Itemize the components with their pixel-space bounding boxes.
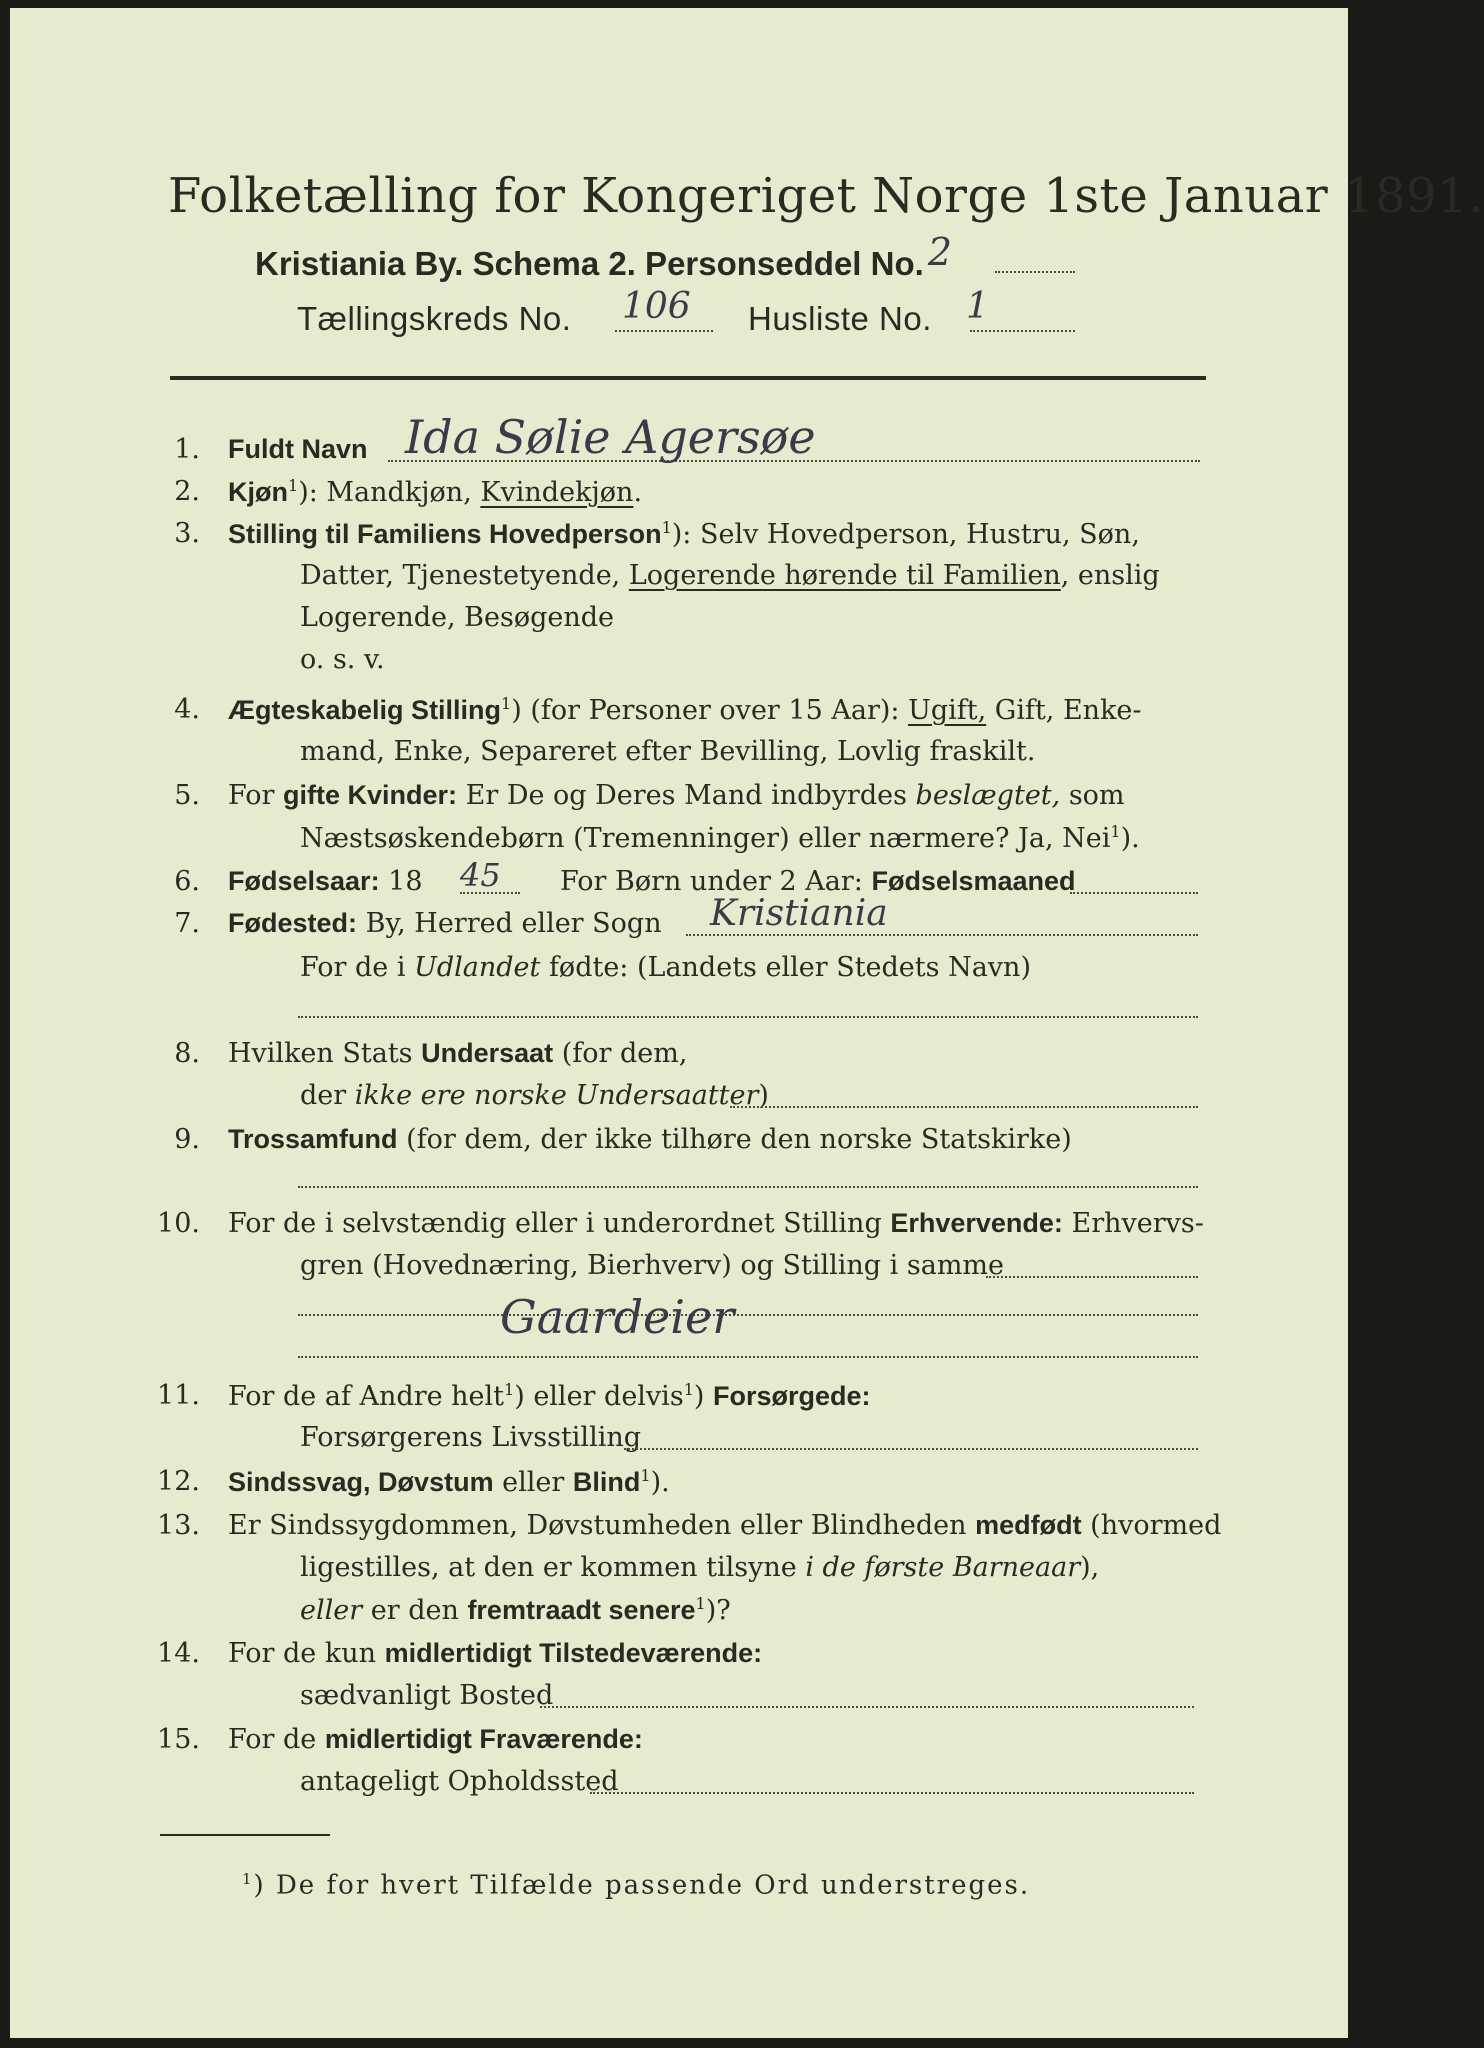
- field-15-line: [590, 1792, 1194, 1794]
- field-3-sup: 1: [661, 518, 672, 537]
- field-12-end: ).: [650, 1467, 670, 1498]
- field-6-year-value: 45: [460, 856, 501, 894]
- field-15-line1-bold: midlertidigt Fraværende:: [324, 1724, 643, 1754]
- field-4-sup: 1: [501, 694, 512, 713]
- field-7-line-1: [228, 908, 662, 939]
- field-2-underlined: Kvindekjøn: [480, 477, 634, 508]
- field-7-line2-italic: Udlandet: [414, 952, 541, 983]
- field-4-label: Ægteskabelig Stilling: [228, 695, 502, 725]
- schema-line-text: Kristiania By. Schema 2. Personseddel No.: [255, 245, 924, 282]
- field-13-line2-a: ligestilles, at den er kommen tilsyne: [300, 1552, 806, 1583]
- schema-line: [255, 230, 952, 284]
- field-10-value: Gaardeier: [500, 1290, 735, 1344]
- kreds-dots: [615, 330, 713, 332]
- field-7-line2-a: For de i: [300, 952, 415, 983]
- field-11-line1-a: For de af Andre helt: [228, 1381, 505, 1412]
- field-12-label: Sindssvag, Døvstum: [228, 1467, 494, 1497]
- field-12-bold2: Blind: [572, 1467, 641, 1497]
- field-9-text: [228, 1124, 1072, 1155]
- field-6-label: Fødselsaar:: [228, 866, 380, 896]
- field-5-line1-b: Er De og Deres Mand indbyrdes: [457, 780, 916, 811]
- field-4-line-1: [228, 694, 1142, 726]
- field-4-line1-end: Gift, Enke-: [986, 695, 1142, 726]
- field-14-line-1: [228, 1638, 762, 1669]
- field-13-number: 13.: [157, 1510, 200, 1541]
- field-10-line1-b: Erhvervs-: [1062, 1208, 1204, 1239]
- field-2-label: Kjøn: [228, 477, 288, 507]
- field-3-line2-a: Datter, Tjenestetyende,: [300, 560, 629, 591]
- field-10-line1-a: For de i selvstændig eller i underordnet Stilling: [228, 1208, 891, 1239]
- field-10-line-b: [298, 1314, 1198, 1316]
- field-8-line2-b: ): [758, 1080, 769, 1111]
- field-12-number: 12.: [157, 1466, 200, 1497]
- personseddel-dots: [995, 271, 1075, 273]
- field-11-number: 11.: [157, 1380, 200, 1411]
- field-8-line2-a: der: [300, 1080, 355, 1111]
- field-7-blank-line: [298, 1016, 1198, 1018]
- field-12-text: [228, 1466, 670, 1498]
- field-7-number: 7.: [174, 908, 200, 939]
- field-7-rest: By, Herred eller Sogn: [357, 908, 662, 939]
- field-6-year-dots: [460, 892, 520, 894]
- field-8-line: [730, 1106, 1198, 1108]
- field-7-line2-b: fødte: (Landets eller Stedets Navn): [540, 952, 1031, 983]
- husliste-dots: [970, 330, 1075, 332]
- census-form-page: [10, 8, 1484, 2038]
- field-9-line: [298, 1186, 1198, 1188]
- field-6-number: 6.: [174, 866, 200, 897]
- field-9-rest: (for dem, der ikke tilhøre den norske Statskirke): [397, 1124, 1072, 1155]
- field-2-number: 2.: [174, 476, 200, 507]
- field-11-line1-c: ): [693, 1381, 713, 1412]
- field-13-line-1: [228, 1510, 1221, 1541]
- field-5-line1-c: som: [1060, 780, 1125, 811]
- field-14-line-2: sædvanligt Bosted: [300, 1680, 554, 1711]
- field-4-underlined: Ugift,: [908, 695, 987, 726]
- field-10-line-a: [986, 1276, 1198, 1278]
- field-8-line1-a: Hvilken Stats: [228, 1038, 422, 1069]
- kreds-label: Tællingskreds No.: [297, 300, 572, 337]
- field-2-rest-a: ): Mandkjøn,: [298, 477, 481, 508]
- field-6-text: [228, 866, 423, 897]
- taellingskreds-no-value: 106: [622, 286, 691, 327]
- field-3-line2-b: , enslig: [1060, 560, 1160, 591]
- footnote: [242, 1870, 1030, 1901]
- field-10-line-c: [298, 1356, 1198, 1358]
- field-7-value: Kristiania: [710, 893, 888, 934]
- field-8-line-2: [300, 1080, 769, 1111]
- field-5-line1-italic: beslægtet,: [915, 780, 1061, 811]
- field-15-line-1: [228, 1724, 643, 1755]
- field-2-text: [228, 476, 642, 508]
- husliste-no-value: 1: [966, 286, 989, 327]
- field-4-line1-rest: ) (for Personer over 15 Aar):: [511, 695, 909, 726]
- field-13-line1-a: Er Sindssygdommen, Døvstumheden eller Blindheden: [228, 1510, 976, 1541]
- form-title: Folketælling for Kongeriget Norge 1ste Januar 1891.: [168, 168, 1484, 224]
- field-3-line-1: [228, 518, 1140, 550]
- field-6-dots: [1070, 892, 1198, 894]
- field-11-sup-2: 1: [683, 1380, 694, 1399]
- footnote-sup: 1: [242, 1870, 254, 1888]
- field-5-number: 5.: [174, 780, 200, 811]
- field-6-mid-text: For Børn under 2 Aar:: [560, 866, 872, 897]
- field-3-label: Stilling til Familiens Hovedperson: [228, 519, 662, 549]
- field-1-label: Fuldt Navn: [228, 434, 368, 464]
- field-3-line1-rest: ): Selv Hovedperson, Hustru, Søn,: [671, 519, 1140, 550]
- field-10-line-2: gren (Hovednæring, Bierhverv) og Stilling i samme: [300, 1250, 1005, 1281]
- field-11-line-1: [228, 1380, 871, 1412]
- header-rule: [170, 376, 1206, 380]
- field-8-line-1: [228, 1038, 687, 1069]
- field-7-label: Fødested:: [228, 908, 358, 938]
- field-3-number: 3.: [174, 518, 200, 549]
- field-5-line2-sup: 1: [1110, 822, 1121, 841]
- field-13-line1-bold: medfødt: [975, 1510, 1082, 1540]
- footnote-text: ) De for hvert Tilfælde passende Ord understreges.: [253, 1870, 1031, 1901]
- field-9-number: 9.: [174, 1124, 200, 1155]
- field-5-line1-bold: gifte Kvinder:: [283, 780, 458, 810]
- field-13-line1-b: (hvormed: [1081, 1510, 1222, 1541]
- field-13-sup: 1: [695, 1594, 706, 1613]
- field-4-line-2: mand, Enke, Separeret efter Bevilling, Lovlig fraskilt.: [300, 736, 1036, 767]
- field-14-line: [540, 1706, 1194, 1708]
- field-7-line: [686, 934, 1198, 936]
- field-15-number: 15.: [157, 1724, 200, 1755]
- field-3-line-2: [300, 560, 1160, 591]
- field-14-number: 14.: [157, 1638, 200, 1669]
- field-11-sup: 1: [504, 1380, 515, 1399]
- field-13-line3-bold: fremtraadt senere: [467, 1595, 696, 1625]
- field-11-line-2: Forsørgerens Livsstilling: [300, 1422, 642, 1453]
- field-5-line1-a: For: [228, 780, 284, 811]
- field-9-label: Trossamfund: [228, 1124, 398, 1154]
- field-15-line1-a: For de: [228, 1724, 325, 1755]
- personseddel-no-value: 2: [927, 230, 952, 274]
- field-1-number: 1.: [174, 434, 200, 465]
- field-2-sup: 1: [288, 476, 299, 495]
- field-12-sup: 1: [640, 1466, 651, 1485]
- field-13-line2-b: ),: [1080, 1552, 1100, 1583]
- field-11-line: [624, 1448, 1198, 1450]
- field-5-line2-end: ).: [1120, 823, 1140, 854]
- field-15-line-2: antageligt Opholdssted: [300, 1766, 619, 1797]
- field-5-line-1: [228, 780, 1125, 811]
- field-13-line3-a: er den: [362, 1595, 468, 1626]
- field-10-number: 10.: [157, 1208, 200, 1239]
- field-13-line-3: [300, 1594, 731, 1626]
- field-5-line-2: [300, 822, 1140, 854]
- field-11-line1-bold: Forsørgede:: [713, 1381, 871, 1411]
- field-3-line-4: o. s. v.: [300, 644, 385, 675]
- field-10-line-1: [228, 1208, 1204, 1239]
- field-14-line1-a: For de kun: [228, 1638, 385, 1669]
- field-7-line-2: [300, 952, 1031, 983]
- field-3-line2-underlined: Logerende hørende til Familien: [628, 560, 1061, 591]
- field-2-rest-b: .: [633, 477, 643, 508]
- field-6-year-prefix: 18: [379, 866, 423, 897]
- field-8-line1-b: (for dem,: [553, 1038, 688, 1069]
- field-8-line1-bold: Undersaat: [421, 1038, 554, 1068]
- husliste-label: Husliste No.: [748, 300, 932, 337]
- field-8-line2-italic: ikke ere norske Undersaatter: [354, 1080, 759, 1111]
- field-6-bold2: Fødselsmaaned: [871, 866, 1076, 896]
- field-3-line-3: Logerende, Besøgende: [300, 602, 614, 633]
- field-8-number: 8.: [174, 1038, 200, 1069]
- field-1-value: Ida Sølie Agersøe: [405, 410, 816, 464]
- footnote-rule: [160, 1834, 330, 1836]
- field-4-number: 4.: [174, 694, 200, 725]
- field-12-rest: eller: [493, 1467, 573, 1498]
- field-5-line2-text: Næstsøskendebørn (Tremenninger) eller nærmere? Ja, Nei: [300, 823, 1111, 854]
- field-14-line1-bold: midlertidigt Tilstedeværende:: [384, 1638, 763, 1668]
- field-11-line1-b: ) eller delvis: [514, 1381, 684, 1412]
- field-13-line3-b: )?: [705, 1595, 731, 1626]
- field-13-line-2: [300, 1552, 1099, 1583]
- field-10-line1-bold: Erhvervende:: [890, 1208, 1063, 1238]
- field-13-line3-italic: eller: [300, 1595, 363, 1626]
- field-13-line2-italic: i de første Barneaar: [805, 1552, 1081, 1583]
